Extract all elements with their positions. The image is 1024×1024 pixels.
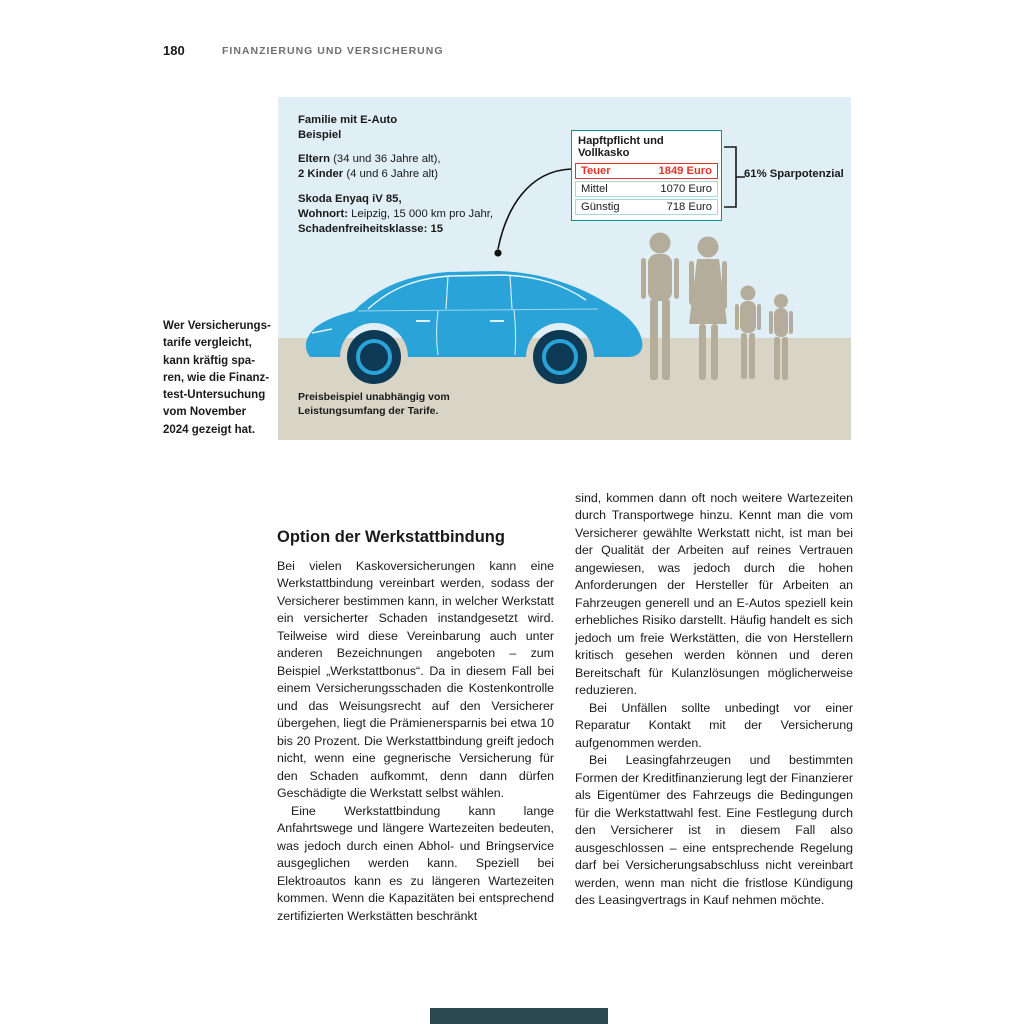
intro-children-line: 2 Kinder (4 und 6 Jahre alt) bbox=[298, 168, 439, 181]
paragraph: sind, kommen dann oft noch weitere Wartezeiten durch Transportwege hinzu. Kennt man die vom Versicherer gewählte Werkstatt nicht, ist man bei der Qualität der Arbeiten auf reines Vertrauen angewiesen, was jedoch durch die hohen Anforderungen der Hersteller für Arbeiten an Fahrzeugen generell und an E-Autos speziell kein erhebliches Risiko darstellt. Häufig handelt es sich jedoch um freie Werkstätten, die von Herstellern kritisch gesehen werden können und deren Bereitschaft für Kulanzlösungen möglicherweise reduzieren. bbox=[575, 491, 853, 698]
price-row-teuer bbox=[575, 163, 718, 179]
price-row-mittel bbox=[575, 181, 718, 197]
infographic-panel bbox=[278, 97, 851, 440]
infographic-intro bbox=[298, 113, 493, 246]
article-heading: Option der Werkstattbindung bbox=[277, 528, 505, 546]
footer-tab bbox=[430, 1008, 608, 1024]
margin-note: Wer Versicherungs- tarife vergleicht, kann kräftig spa- ren, wie die Finanz- test-Untersuchung vom November 2024 gezeigt hat. bbox=[163, 320, 271, 436]
price-row-label: Teuer bbox=[581, 165, 611, 177]
intro-example-title: Familie mit E-Auto Beispiel bbox=[298, 114, 398, 142]
price-row-label: Mittel bbox=[581, 183, 608, 195]
family-silhouettes bbox=[630, 227, 830, 387]
paragraph: Bei Unfällen sollte unbedingt vor einer Reparatur Kontakt mit der Versicherung aufgenommen werden. bbox=[575, 700, 853, 750]
article-column-right bbox=[575, 490, 853, 910]
intro-car-line: Skoda Enyaq iV 85, bbox=[298, 192, 402, 205]
running-head: FINANZIERUNG UND VERSICHERUNG bbox=[222, 45, 444, 57]
savings-label: 61% Sparpotenzial bbox=[744, 168, 844, 180]
page-number: 180 bbox=[163, 43, 185, 58]
intro-residence-line: Wohnort: Leipzig, 15 000 km pro Jahr, bbox=[298, 207, 494, 220]
paragraph: Eine Werkstattbindung kann lange Anfahrtswege und längere Wartezeiten bedeuten, was jedoch durch einen Abhol- und Bringservice ausgeglichen werden kann. Speziell bei Elektroautos kann es zu längeren Wartezeiten kommen. Wenn die Kapazitäten bei entsprechend zertifizierten Werkstätten beschränkt bbox=[277, 803, 554, 923]
price-row-value: 1849 Euro bbox=[658, 165, 712, 177]
price-box bbox=[571, 130, 722, 221]
paragraph: Bei Leasingfahrzeugen und bestimmten Formen der Kreditfinanzierung legt der Finanzierer als Eigentümer des Fahrzeugs die Bedingungen für die Werkstattwahl fest. Eine Festlegung durch den Versicherer ist in diesem Fall also ausgeschlossen – eine entsprechende Regelung darf bei Versicherungsabschluss nicht vereinbart werden, wenn man nicht die fristlose Kündigung des Leasingvertrags in Kauf nehmen möchte. bbox=[575, 753, 853, 908]
intro-parents-line: Eltern (34 und 36 Jahre alt), bbox=[298, 153, 441, 166]
price-row-label: Günstig bbox=[581, 201, 620, 213]
price-row-value: 718 Euro bbox=[666, 201, 712, 213]
connector-line bbox=[468, 147, 588, 267]
paragraph: Bei vielen Kaskoversicherungen kann eine Werkstattbindung vereinbart werden, sodass der Versicherer bestimmen kann, in welcher Werkstatt ein versicherter Schaden instandgesetzt wird. Teilweise wird diese Vereinbarung auch unter anderen Bezeichnungen angeboten – zum Beispiel „Werkstattbonus“. Da in diesem Fall bei einem Versicherungsschaden die Kostenkontrolle und das Weisungsrecht auf den Versicherer übergehen, liegt die Prämienersparnis bei etwa 10 bis 20 Prozent. Die Werkstattbindung greift jedoch nicht, wenn eine gegnerische Versicherung für den Schaden aufkommt, denn dann dürfen Geschädigte die Werkstatt selbst wählen. bbox=[277, 559, 554, 801]
panel-caption: Preisbeispiel unabhängig vom Leistungsumfang der Tarife. bbox=[298, 391, 450, 418]
price-box-title: Hapftpflicht und Vollkasko bbox=[578, 135, 664, 159]
intro-claimclass-line: Schadenfreiheitsklasse: 15 bbox=[298, 222, 444, 235]
price-row-guenstig bbox=[575, 199, 718, 215]
price-row-value: 1070 Euro bbox=[660, 183, 712, 195]
article-column-left bbox=[277, 528, 554, 925]
